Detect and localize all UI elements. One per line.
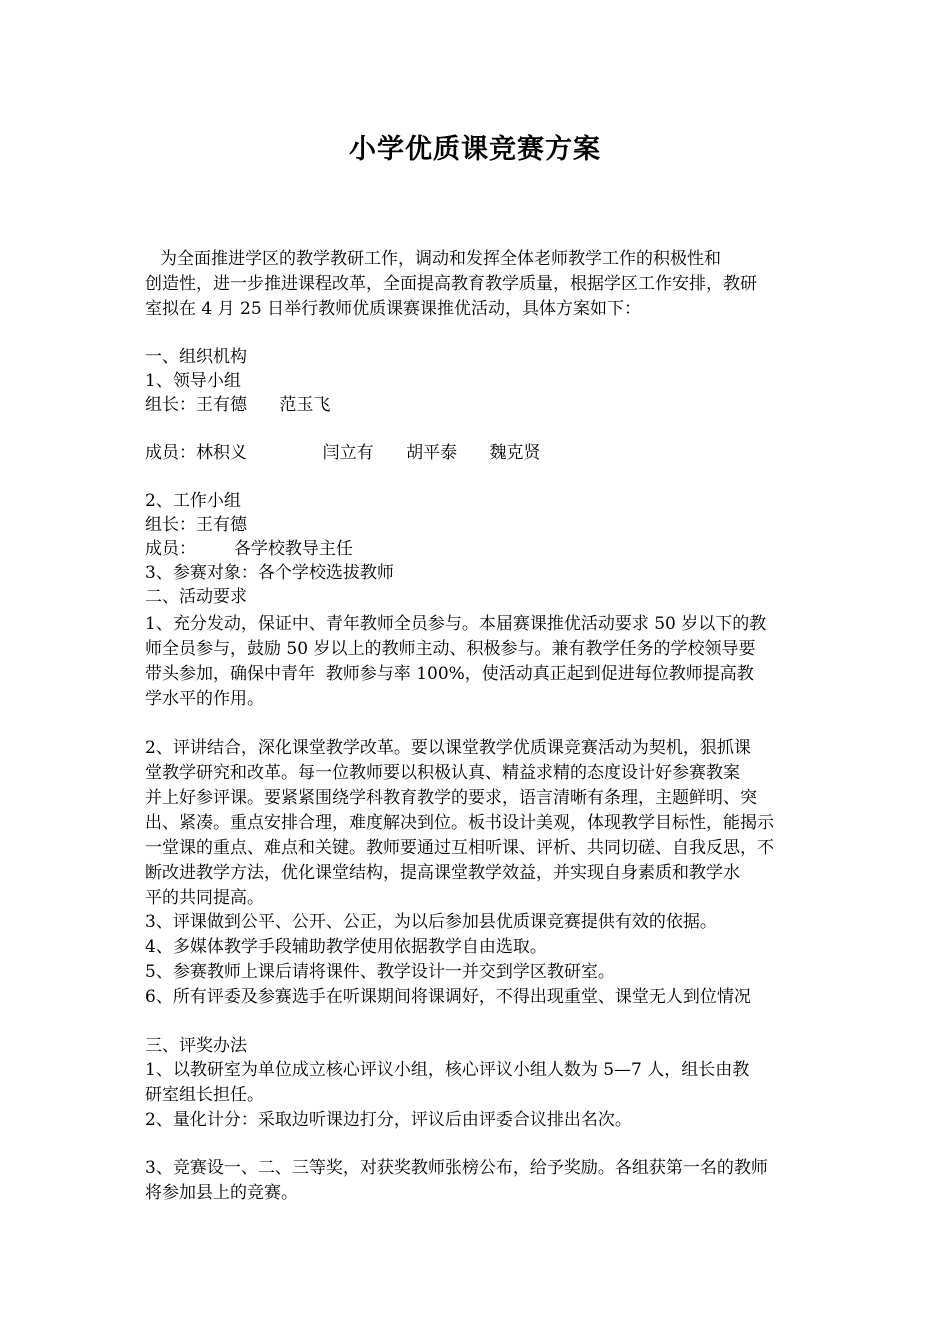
work-group-head: 组长：王有德 — [145, 515, 247, 535]
subheading-work-group: 2、工作小组 — [145, 491, 241, 511]
req5-line: 5、参赛教师上课后请将课件、教学设计一并交到学区教研室。 — [145, 962, 615, 982]
work-group-members: 成员： 各学校教导主任 — [145, 539, 353, 559]
document-title: 小学优质课竞赛方案 — [349, 134, 601, 165]
award2-line: 2、量化计分：采取边听课边打分，评议后由评委合议排出名次。 — [145, 1110, 632, 1130]
req1-line-4: 学水平的作用。 — [145, 689, 264, 709]
award1-line-1: 1、以教研室为单位成立核心评议小组，核心评议小组人数为 5—7 人，组长由教 — [145, 1060, 750, 1080]
req2-line-4: 出、紧凑。重点安排合理，难度解决到位。板书设计美观，体现教学目标性，能揭示 — [145, 813, 774, 833]
req1-line-1: 1、充分发动，保证中、青年教师全员参与。本届赛课推优活动要求 50 岁以下的教 — [145, 614, 767, 634]
intro-line-2: 创造性，进一步推进课程改革，全面提高教育教学质量，根据学区工作安排，教研 — [145, 274, 757, 294]
req2-line-5: 一堂课的重点、难点和关键。教师要通过互相听课、评析、共同切磋、自我反思，不 — [145, 838, 774, 858]
req2-line-2: 堂教学研究和改革。每一位教师要以积极认真、精益求精的态度设计好参赛教案 — [145, 763, 740, 783]
intro-line-1: 为全面推进学区的教学教研工作，调动和发挥全体老师教学工作的积极性和 — [160, 249, 721, 269]
leader-group-head: 组长：王有德 范玉飞 — [145, 395, 331, 415]
req1-line-2: 师全员参与，鼓励 50 岁以上的教师主动、积极参与。兼有教学任务的学校领导要 — [145, 639, 756, 659]
req1-line-3: 带头参加，确保中青年 教师参与率 100%，使活动真正起到促进每位教师提高教 — [145, 664, 754, 684]
req2-line-6: 断改进教学方法，优化课堂结构，提高课堂教学效益，并实现自身素质和教学水 — [145, 863, 740, 883]
intro-line-3: 室拟在 4 月 25 日举行教师优质课赛课推优活动，具体方案如下： — [145, 299, 642, 319]
leader-group-members: 成员：林积义 闫立有 胡平泰 魏克贤 — [145, 443, 541, 463]
participants-line: 3、参赛对象：各个学校选拔教师 — [145, 563, 394, 583]
req2-line-1: 2、评讲结合，深化课堂教学改革。要以课堂教学优质课竞赛活动为契机，狠抓课 — [145, 738, 751, 758]
section-heading-awards: 三、评奖办法 — [145, 1036, 247, 1056]
section-heading-org: 一、组织机构 — [145, 347, 247, 367]
req3-line: 3、评课做到公平、公开、公正，为以后参加县优质课竞赛提供有效的依据。 — [145, 912, 717, 932]
award1-line-2: 研室组长担任。 — [145, 1085, 264, 1105]
award3-line-2: 将参加县上的竞赛。 — [145, 1183, 298, 1203]
section-heading-requirements: 二、活动要求 — [145, 587, 247, 607]
award3-line-1: 3、竞赛设一、二、三等奖，对获奖教师张榜公布，给予奖励。各组获第一名的教师 — [145, 1158, 768, 1178]
req2-line-7: 平的共同提高。 — [145, 888, 264, 908]
req4-line: 4、多媒体教学手段辅助教学使用依据教学自由选取。 — [145, 937, 547, 957]
req2-line-3: 并上好参评课。要紧紧围绕学科教育教学的要求，语言清晰有条理，主题鲜明、突 — [145, 788, 757, 808]
subheading-leader-group: 1、领导小组 — [145, 371, 241, 391]
req6-line: 6、所有评委及参赛选手在听课期间将课调好，不得出现重堂、课堂无人到位情况 — [145, 987, 751, 1007]
